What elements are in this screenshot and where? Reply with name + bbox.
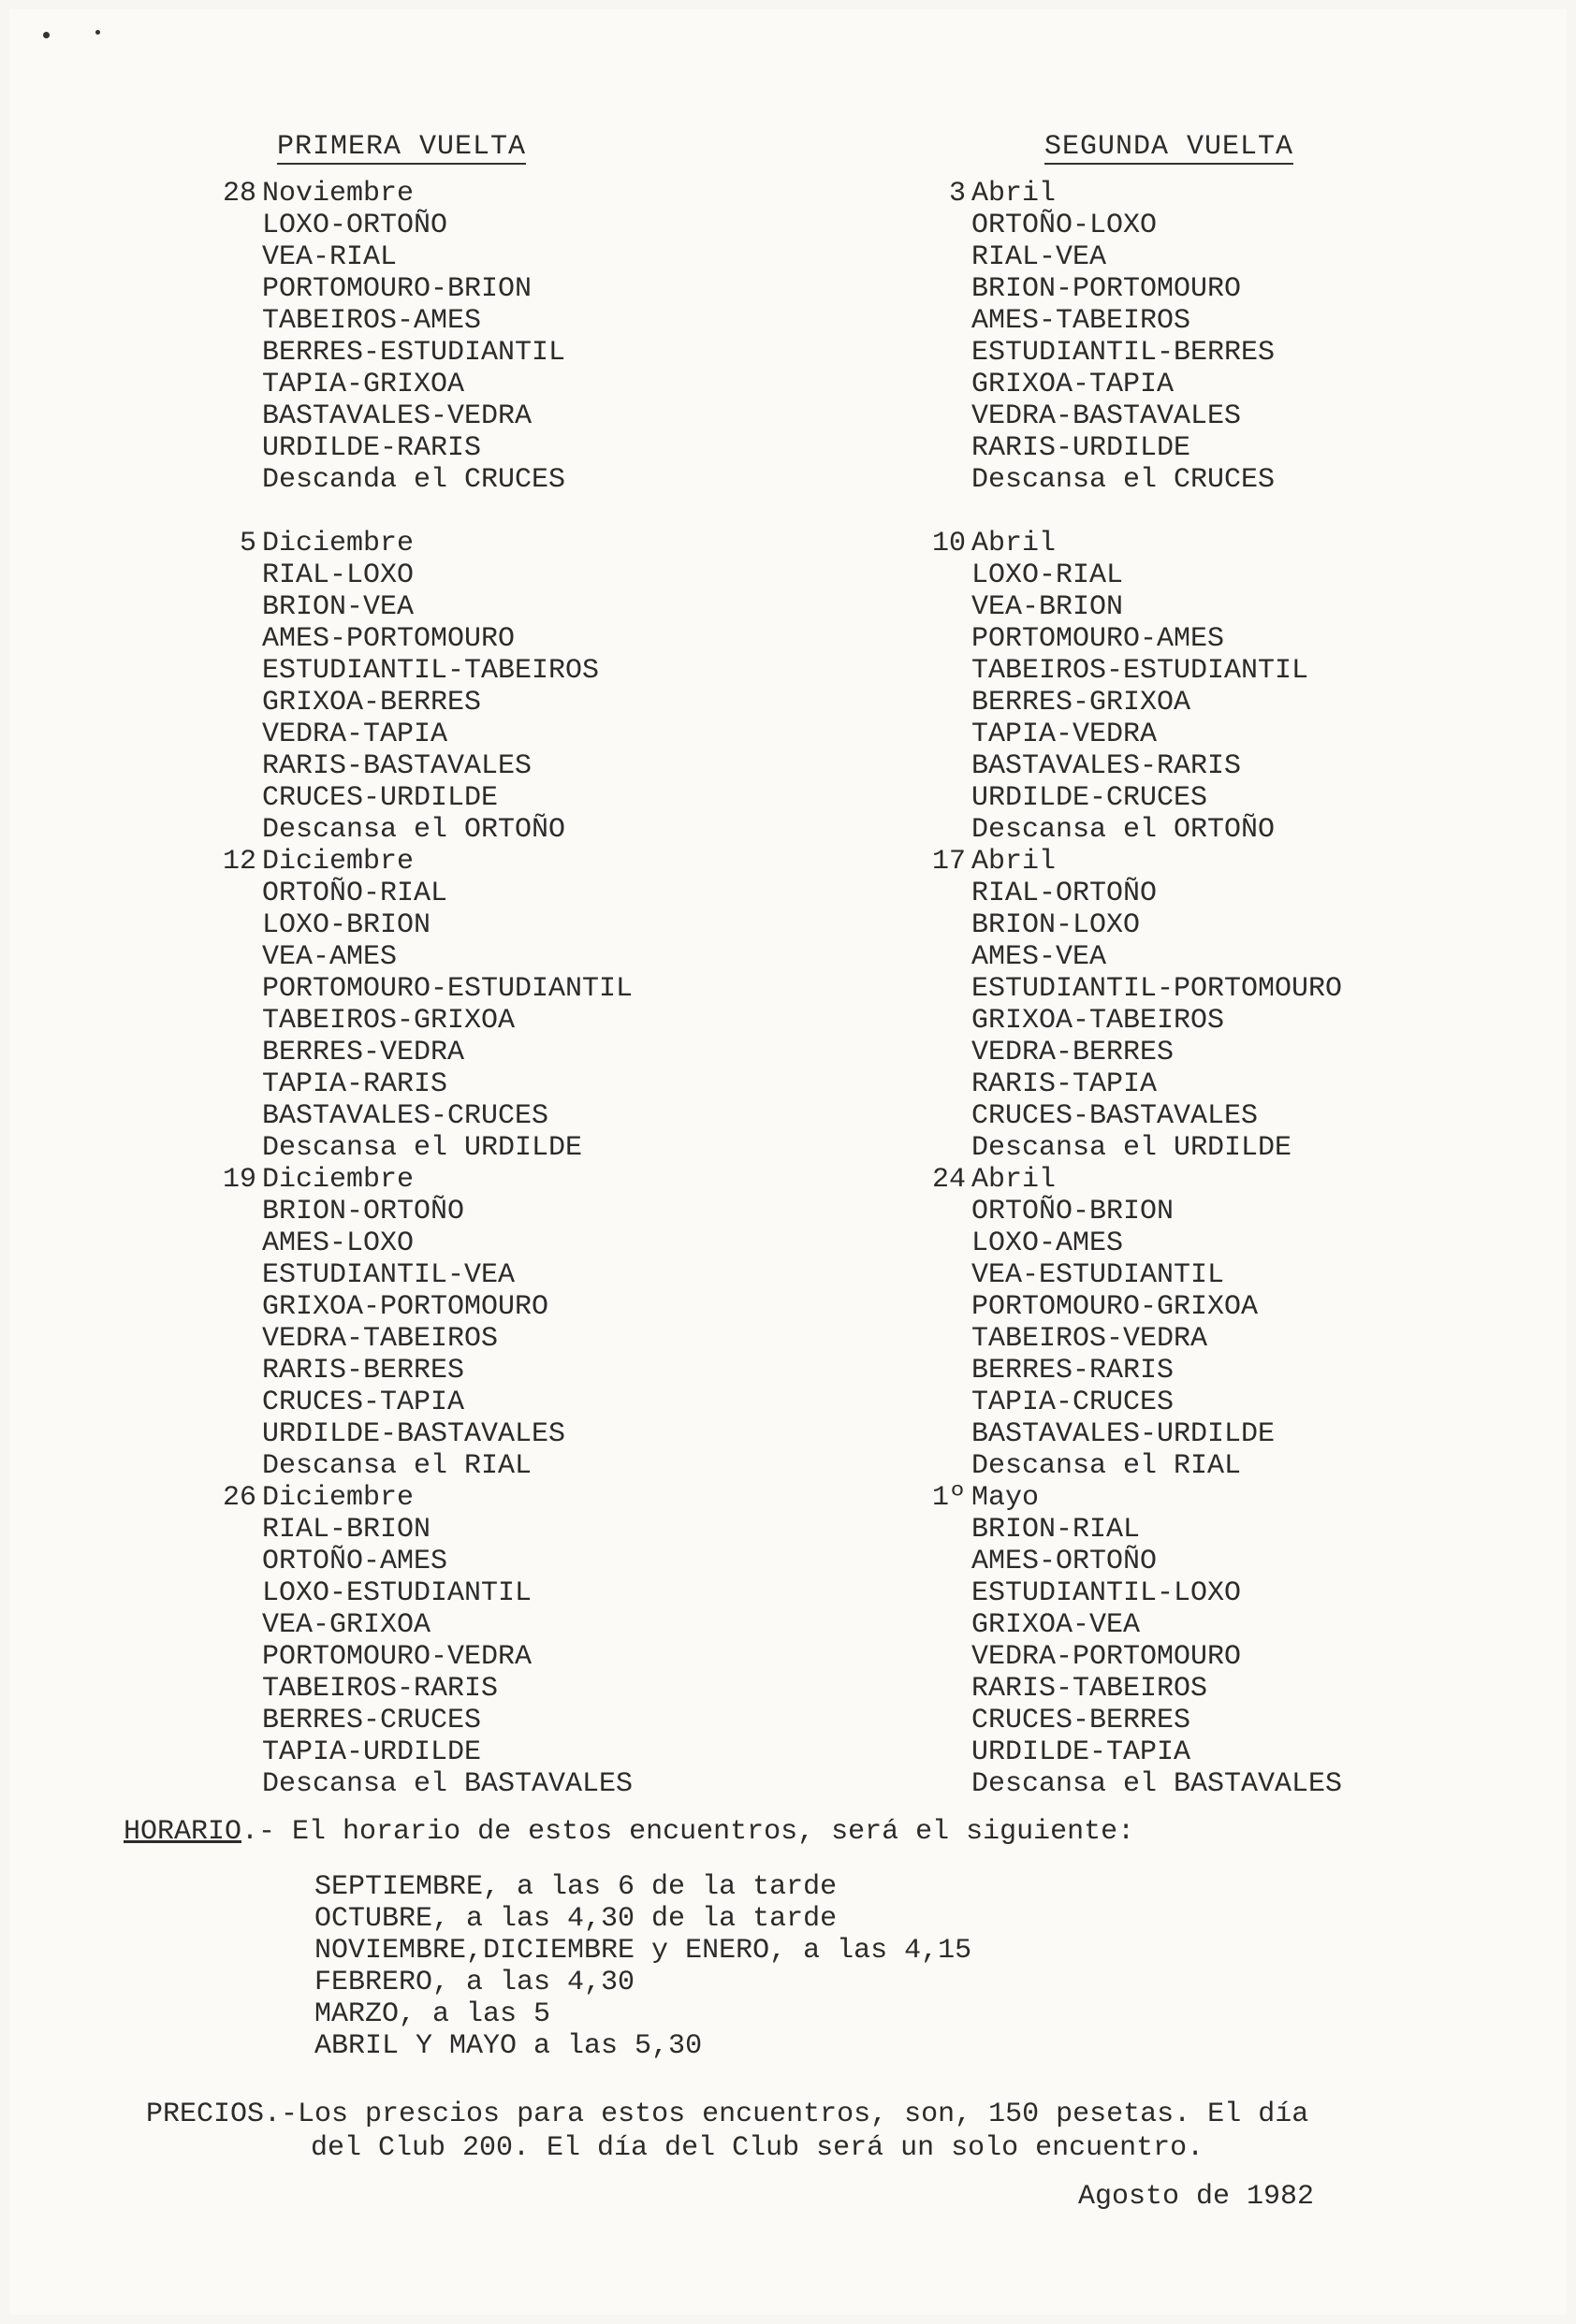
- match-row: TAPIA-GRIXOA: [262, 369, 465, 400]
- match-row: URDILDE-CRUCES: [971, 782, 1208, 814]
- match-row: URDILDE-RARIS: [262, 432, 482, 464]
- column-title: PRIMERA VUELTA: [277, 131, 527, 163]
- match-row: BERRES-CRUCES: [262, 1705, 482, 1736]
- round-header: [906, 1482, 1342, 1514]
- schedule-line: ABRIL Y MAYO a las 5,30: [314, 2030, 703, 2062]
- bye-team: Descansa el ORTOÑO: [262, 814, 566, 846]
- round-day: 26: [222, 1482, 256, 1514]
- round-month: Diciembre: [262, 1482, 415, 1514]
- match-row: LOXO-AMES: [971, 1227, 1124, 1259]
- match-row: VEA-BRION: [971, 591, 1124, 623]
- match-row: VEDRA-PORTOMOURO: [971, 1641, 1242, 1673]
- schedule-line: SEPTIEMBRE, a las 6 de la tarde: [314, 1871, 838, 1903]
- match-row: TAPIA-URDILDE: [262, 1736, 482, 1768]
- match-row: TABEIROS-GRIXOA: [262, 1005, 516, 1037]
- schedule-line: FEBRERO, a las 4,30: [314, 1967, 635, 1998]
- round: [197, 1164, 633, 1482]
- match-row: PORTOMOURO-VEDRA: [262, 1641, 533, 1673]
- round: [197, 846, 633, 1164]
- match-row: AMES-LOXO: [262, 1227, 415, 1259]
- match-row: VEDRA-BASTAVALES: [971, 400, 1242, 432]
- round-header: [197, 1482, 633, 1514]
- match-row: CRUCES-URDILDE: [262, 782, 499, 814]
- match-row: BASTAVALES-CRUCES: [262, 1100, 549, 1132]
- round-header: [197, 846, 633, 878]
- match-row: CRUCES-BERRES: [971, 1705, 1191, 1736]
- match-row: LOXO-ORTOÑO: [262, 210, 448, 241]
- round-day: 28: [222, 178, 256, 210]
- match-row: PORTOMOURO-GRIXOA: [971, 1291, 1259, 1323]
- match-row: ESTUDIANTIL-VEA: [262, 1259, 516, 1291]
- match-row: LOXO-RIAL: [971, 559, 1124, 591]
- match-row: TAPIA-VEDRA: [971, 719, 1158, 750]
- round-day: 24: [931, 1164, 966, 1196]
- bye-team: Descansa el CRUCES: [971, 464, 1276, 496]
- round-day: 1º: [931, 1482, 966, 1514]
- bye-team: Descansa el BASTAVALES: [262, 1768, 634, 1800]
- horario-intro: .- El horario de estos encuentros, será el siguiente:: [241, 1816, 1135, 1848]
- match-row: TABEIROS-ESTUDIANTIL: [971, 655, 1309, 687]
- match-row: TAPIA-CRUCES: [971, 1387, 1175, 1418]
- match-row: RIAL-BRION: [262, 1514, 431, 1546]
- round: [906, 178, 1342, 496]
- match-row: PORTOMOURO-BRION: [262, 273, 533, 305]
- schedule-list: [124, 1871, 1490, 2062]
- match-row: VEDRA-BERRES: [971, 1037, 1175, 1068]
- match-row: TABEIROS-AMES: [262, 305, 482, 337]
- match-row: ORTOÑO-BRION: [971, 1196, 1175, 1227]
- match-row: RARIS-BERRES: [262, 1355, 465, 1387]
- round: [906, 846, 1342, 1164]
- schedule-line: MARZO, a las 5: [314, 1998, 551, 2030]
- match-row: RARIS-TABEIROS: [971, 1673, 1208, 1705]
- match-row: VEDRA-TABEIROS: [262, 1323, 499, 1355]
- match-row: VEA-GRIXOA: [262, 1609, 431, 1641]
- match-row: BERRES-ESTUDIANTIL: [262, 337, 566, 369]
- match-row: GRIXOA-TABEIROS: [971, 1005, 1225, 1037]
- round-header: [906, 528, 1342, 559]
- match-row: ORTOÑO-AMES: [262, 1546, 448, 1577]
- ink-speck: [43, 32, 50, 38]
- match-row: LOXO-ESTUDIANTIL: [262, 1577, 533, 1609]
- bye-team: Descansa el RIAL: [262, 1450, 533, 1482]
- match-row: PORTOMOURO-AMES: [971, 623, 1225, 655]
- round-day: 5: [239, 528, 256, 559]
- match-row: BRION-VEA: [262, 591, 415, 623]
- match-row: PORTOMOURO-ESTUDIANTIL: [262, 973, 634, 1005]
- round-header: [906, 178, 1342, 210]
- bye-team: Descansa el ORTOÑO: [971, 814, 1276, 846]
- match-row: CRUCES-TAPIA: [262, 1387, 465, 1418]
- match-row: GRIXOA-TAPIA: [971, 369, 1175, 400]
- round-month: Mayo: [971, 1482, 1040, 1514]
- round-day: 12: [222, 846, 256, 878]
- match-row: BASTAVALES-VEDRA: [262, 400, 533, 432]
- round-day: 19: [222, 1164, 256, 1196]
- match-row: URDILDE-BASTAVALES: [262, 1418, 566, 1450]
- round: [906, 528, 1342, 846]
- match-row: AMES-TABEIROS: [971, 305, 1191, 337]
- round: [906, 1482, 1342, 1800]
- round-header: [906, 846, 1342, 878]
- match-row: ORTOÑO-RIAL: [262, 878, 448, 909]
- round-header: [197, 178, 633, 210]
- bye-team: Descanda el CRUCES: [262, 464, 566, 496]
- match-row: ESTUDIANTIL-BERRES: [971, 337, 1276, 369]
- match-row: ESTUDIANTIL-TABEIROS: [262, 655, 600, 687]
- round: [906, 1164, 1342, 1482]
- round-day: 10: [931, 528, 966, 559]
- round-month: Abril: [971, 846, 1057, 878]
- round-header: [197, 1164, 633, 1196]
- match-row: VEDRA-TAPIA: [262, 719, 448, 750]
- bye-team: Descansa el RIAL: [971, 1450, 1242, 1482]
- match-row: GRIXOA-VEA: [971, 1609, 1141, 1641]
- match-row: GRIXOA-BERRES: [262, 687, 482, 719]
- match-row: RARIS-BASTAVALES: [262, 750, 533, 782]
- round-month: Abril: [971, 1164, 1057, 1196]
- match-row: URDILDE-TAPIA: [971, 1736, 1191, 1768]
- round-list: [906, 178, 1342, 1800]
- precios-line: del Club 200. El día del Club será un solo encuentro.: [311, 2132, 1204, 2164]
- round-month: Abril: [971, 528, 1057, 559]
- match-row: VEA-AMES: [262, 941, 398, 973]
- match-row: BASTAVALES-RARIS: [971, 750, 1242, 782]
- match-row: BERRES-VEDRA: [262, 1037, 465, 1068]
- column-title: SEGUNDA VUELTA: [1044, 131, 1294, 163]
- match-row: VEA-RIAL: [262, 241, 398, 273]
- match-row: RIAL-ORTOÑO: [971, 878, 1158, 909]
- schedule-line: NOVIEMBRE,DICIEMBRE y ENERO, a las 4,15: [314, 1935, 972, 1967]
- round-day: 3: [948, 178, 966, 210]
- spacer: [197, 496, 633, 528]
- match-row: BASTAVALES-URDILDE: [971, 1418, 1276, 1450]
- round-day: 17: [931, 846, 966, 878]
- document-page: [9, 9, 1567, 2315]
- match-row: LOXO-BRION: [262, 909, 431, 941]
- horario-label: HORARIO: [124, 1816, 242, 1848]
- round-month: Diciembre: [262, 846, 415, 878]
- match-row: BRION-ORTOÑO: [262, 1196, 465, 1227]
- round-month: Diciembre: [262, 528, 415, 559]
- horario-heading: [124, 1815, 1490, 1849]
- match-row: RIAL-VEA: [971, 241, 1107, 273]
- match-row: BERRES-RARIS: [971, 1355, 1175, 1387]
- match-row: AMES-PORTOMOURO: [262, 623, 516, 655]
- precios-section: [146, 2098, 1456, 2165]
- match-row: GRIXOA-PORTOMOURO: [262, 1291, 549, 1323]
- round: [197, 1482, 633, 1800]
- match-row: TABEIROS-VEDRA: [971, 1323, 1208, 1355]
- match-row: BRION-RIAL: [971, 1514, 1141, 1546]
- horario-section: [124, 1815, 1490, 2062]
- round: [197, 178, 633, 496]
- round-header: [906, 1164, 1342, 1196]
- match-row: BERRES-GRIXOA: [971, 687, 1191, 719]
- match-row: AMES-ORTOÑO: [971, 1546, 1158, 1577]
- bye-team: Descansa el URDILDE: [262, 1132, 583, 1164]
- match-row: RIAL-LOXO: [262, 559, 415, 591]
- match-row: AMES-VEA: [971, 941, 1107, 973]
- match-row: BRION-PORTOMOURO: [971, 273, 1242, 305]
- round-month: Noviembre: [262, 178, 415, 210]
- document-date: Agosto de 1982: [1078, 2181, 1315, 2213]
- match-row: ESTUDIANTIL-PORTOMOURO: [971, 973, 1343, 1005]
- spacer: [906, 496, 1342, 528]
- match-row: VEA-ESTUDIANTIL: [971, 1259, 1225, 1291]
- match-row: TAPIA-RARIS: [262, 1068, 448, 1100]
- precios-line: PRECIOS.-Los prescios para estos encuentros, son, 150 pesetas. El día: [146, 2099, 1309, 2130]
- match-row: ORTOÑO-LOXO: [971, 210, 1158, 241]
- round-list: [197, 178, 633, 1800]
- match-row: TABEIROS-RARIS: [262, 1673, 499, 1705]
- match-row: RARIS-URDILDE: [971, 432, 1191, 464]
- match-row: CRUCES-BASTAVALES: [971, 1100, 1259, 1132]
- match-row: BRION-LOXO: [971, 909, 1141, 941]
- match-row: RARIS-TAPIA: [971, 1068, 1158, 1100]
- bye-team: Descansa el BASTAVALES: [971, 1768, 1343, 1800]
- bye-team: Descansa el URDILDE: [971, 1132, 1292, 1164]
- ink-speck: [95, 30, 100, 35]
- round-month: Diciembre: [262, 1164, 415, 1196]
- schedule-line: OCTUBRE, a las 4,30 de la tarde: [314, 1903, 838, 1935]
- round-month: Abril: [971, 178, 1057, 210]
- match-row: ESTUDIANTIL-LOXO: [971, 1577, 1242, 1609]
- round-header: [197, 528, 633, 559]
- round: [197, 528, 633, 846]
